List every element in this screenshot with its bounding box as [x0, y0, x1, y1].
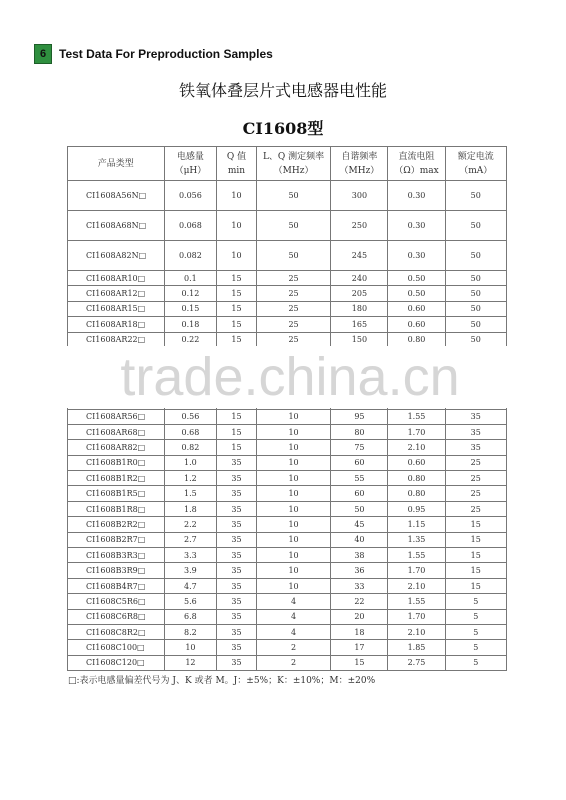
table-cell: 25 — [256, 317, 331, 332]
table-cell: 1.5 — [164, 486, 217, 501]
table-cell: 0.60 — [388, 317, 445, 332]
table-cell: 10 — [256, 440, 331, 455]
inductor-spec-table — [67, 146, 507, 671]
table-cell: 0.50 — [388, 286, 445, 301]
table-cell: 75 — [331, 440, 388, 455]
table-cell: CI1608AR56□ — [68, 409, 165, 424]
column-header — [164, 147, 217, 181]
table-cell: 60 — [331, 455, 388, 470]
table-cell: 35 — [217, 594, 257, 609]
table-cell: 0.30 — [388, 241, 445, 271]
table-cell: 4 — [256, 624, 331, 639]
table-cell: 25 — [445, 471, 507, 486]
table-cell: 35 — [217, 532, 257, 547]
table-cell: 25 — [256, 271, 331, 286]
table-cell: CI1608AR18□ — [68, 317, 165, 332]
table-cell: 15 — [445, 563, 507, 578]
table-cell: 10 — [256, 563, 331, 578]
table-cell: 0.30 — [388, 181, 445, 211]
table-row — [68, 640, 507, 655]
table-cell: 10 — [256, 455, 331, 470]
table-cell: 0.15 — [164, 301, 217, 316]
table-cell: 15 — [217, 286, 257, 301]
table-cell: 250 — [331, 211, 388, 241]
table-cell: 15 — [445, 517, 507, 532]
table-cell: 2.10 — [388, 624, 445, 639]
table-cell: 15 — [445, 548, 507, 563]
table-cell: 15 — [217, 440, 257, 455]
table-row — [68, 286, 507, 301]
table-cell: 1.55 — [388, 594, 445, 609]
table-cell: CI1608B2R7□ — [68, 532, 165, 547]
table-cell: 4 — [256, 609, 331, 624]
table-cell: 35 — [217, 501, 257, 516]
table-cell: 205 — [331, 286, 388, 301]
column-header-line: 直流电阻 — [398, 151, 435, 162]
table-cell: 1.2 — [164, 471, 217, 486]
table-cell: 55 — [331, 471, 388, 486]
table-cell: 3.9 — [164, 563, 217, 578]
table-row — [68, 471, 507, 486]
table-cell: 25 — [256, 332, 331, 347]
table-cell: 0.68 — [164, 424, 217, 439]
table-row — [68, 301, 507, 316]
table-cell: 35 — [217, 548, 257, 563]
table-cell: 2.75 — [388, 655, 445, 670]
table-cell: 45 — [331, 517, 388, 532]
table-body — [68, 181, 507, 671]
table-cell: 40 — [331, 532, 388, 547]
column-header-line: （μH） — [174, 165, 207, 176]
table-cell: 0.30 — [388, 211, 445, 241]
table-row — [68, 409, 507, 424]
table-cell: CI1608B3R9□ — [68, 563, 165, 578]
table-cell: 4 — [256, 594, 331, 609]
table-cell: 15 — [217, 409, 257, 424]
table-cell: 245 — [331, 241, 388, 271]
column-header — [217, 147, 257, 181]
table-cell: 0.82 — [164, 440, 217, 455]
table-cell: 10 — [217, 181, 257, 211]
table-row — [68, 501, 507, 516]
table-cell: CI1608AR82□ — [68, 440, 165, 455]
table-cell: CI1608B2R2□ — [68, 517, 165, 532]
table-row — [68, 548, 507, 563]
table-cell: 50 — [256, 241, 331, 271]
table-cell: 1.55 — [388, 548, 445, 563]
table-cell: 10 — [217, 211, 257, 241]
table-cell: 10 — [164, 640, 217, 655]
table-cell: 2.2 — [164, 517, 217, 532]
table-cell: 50 — [445, 332, 507, 347]
table-row — [68, 317, 507, 332]
table-cell: 35 — [217, 455, 257, 470]
table-cell: 0.082 — [164, 241, 217, 271]
table-cell: 1.35 — [388, 532, 445, 547]
table-cell: CI1608AR22□ — [68, 332, 165, 347]
column-header-line: （mA） — [459, 165, 493, 176]
table-cell: 35 — [217, 578, 257, 593]
table-cell: 35 — [445, 440, 507, 455]
table-cell: 10 — [256, 548, 331, 563]
table-cell: 33 — [331, 578, 388, 593]
table-cell: CI1608AR12□ — [68, 286, 165, 301]
table-cell: CI1608B1R0□ — [68, 455, 165, 470]
column-header-line: 额定电流 — [457, 151, 494, 162]
table-cell: 0.12 — [164, 286, 217, 301]
table-cell: 38 — [331, 548, 388, 563]
table-cell: 35 — [445, 409, 507, 424]
table-cell: 1.70 — [388, 609, 445, 624]
table-cell: 80 — [331, 424, 388, 439]
table-cell: 0.80 — [388, 471, 445, 486]
table-cell: 165 — [331, 317, 388, 332]
table-cell: CI1608AR15□ — [68, 301, 165, 316]
table-row — [68, 455, 507, 470]
table-cell: 35 — [217, 640, 257, 655]
column-header-line: （MHz） — [273, 165, 314, 176]
table-cell: 50 — [445, 317, 507, 332]
column-header — [256, 147, 331, 181]
column-header — [68, 147, 165, 181]
table-cell: 15 — [217, 332, 257, 347]
table-cell: 15 — [217, 301, 257, 316]
table-cell: CI1608B4R7□ — [68, 578, 165, 593]
table-row — [68, 241, 507, 271]
table-cell: CI1608A82N□ — [68, 241, 165, 271]
table-cell: 35 — [445, 424, 507, 439]
table-cell: 20 — [331, 609, 388, 624]
table-cell: 25 — [445, 501, 507, 516]
table-cell: 10 — [256, 501, 331, 516]
column-header-line: （MHz） — [339, 165, 380, 176]
table-cell: 3.3 — [164, 548, 217, 563]
table-cell: 50 — [445, 271, 507, 286]
table-cell: 50 — [256, 211, 331, 241]
table-cell: 1.8 — [164, 501, 217, 516]
table-header — [68, 147, 507, 181]
table-row — [68, 655, 507, 670]
table-cell: 0.18 — [164, 317, 217, 332]
table-cell: 0.1 — [164, 271, 217, 286]
table-cell: 240 — [331, 271, 388, 286]
table-cell: 8.2 — [164, 624, 217, 639]
table-row — [68, 594, 507, 609]
table-cell: 1.15 — [388, 517, 445, 532]
table-cell: 95 — [331, 409, 388, 424]
table-cell: 1.85 — [388, 640, 445, 655]
table-cell: 50 — [445, 286, 507, 301]
watermark — [30, 346, 550, 408]
table-cell: 0.56 — [164, 409, 217, 424]
table-cell: 17 — [331, 640, 388, 655]
table-cell: 35 — [217, 486, 257, 501]
table-row — [68, 211, 507, 241]
table-cell: 15 — [445, 578, 507, 593]
table-cell: 50 — [445, 301, 507, 316]
table-cell: 50 — [445, 241, 507, 271]
table-cell: 50 — [256, 181, 331, 211]
column-header-line: Q 值 — [226, 151, 247, 162]
table-cell: 0.60 — [388, 455, 445, 470]
table-cell: 25 — [445, 455, 507, 470]
table-row — [68, 424, 507, 439]
table-row — [68, 440, 507, 455]
table-cell: 1.0 — [164, 455, 217, 470]
table-cell: 5 — [445, 624, 507, 639]
table-cell: 50 — [445, 181, 507, 211]
table-cell: 10 — [256, 471, 331, 486]
table-cell: 5 — [445, 594, 507, 609]
table-cell: 15 — [217, 271, 257, 286]
table-cell: 180 — [331, 301, 388, 316]
table-cell: 0.22 — [164, 332, 217, 347]
table-cell: 10 — [256, 578, 331, 593]
table-row — [68, 563, 507, 578]
table-cell: 6.8 — [164, 609, 217, 624]
table-cell: CI1608B1R5□ — [68, 486, 165, 501]
table-row — [68, 181, 507, 211]
column-header-line: 产品类型 — [97, 158, 134, 169]
table-cell: 1.55 — [388, 409, 445, 424]
table-cell: 35 — [217, 563, 257, 578]
column-header — [445, 147, 507, 181]
table-cell: CI1608B1R8□ — [68, 501, 165, 516]
table-cell: 150 — [331, 332, 388, 347]
column-header — [331, 147, 388, 181]
table-cell: 15 — [445, 532, 507, 547]
table-cell: CI1608A56N□ — [68, 181, 165, 211]
table-cell: 35 — [217, 517, 257, 532]
table-row — [68, 624, 507, 639]
table-cell: CI1608AR68□ — [68, 424, 165, 439]
table-cell: 35 — [217, 609, 257, 624]
column-header-line: 电感量 — [176, 151, 204, 162]
table-cell: 25 — [445, 486, 507, 501]
table-cell: 18 — [331, 624, 388, 639]
column-header-line: L、Q 测定频率 — [262, 151, 325, 162]
table-cell: 25 — [256, 286, 331, 301]
table-cell: 50 — [445, 211, 507, 241]
table-row — [68, 532, 507, 547]
table-cell: 15 — [217, 317, 257, 332]
page-header — [34, 44, 273, 64]
table-cell: 60 — [331, 486, 388, 501]
table-cell: 1.70 — [388, 424, 445, 439]
table-cell: CI1608C100□ — [68, 640, 165, 655]
table-row — [68, 271, 507, 286]
table-cell: CI1608C5R6□ — [68, 594, 165, 609]
column-header — [388, 147, 445, 181]
watermark-text: trade.china.cn — [120, 347, 460, 407]
table-row — [68, 486, 507, 501]
table-cell: 15 — [331, 655, 388, 670]
table-cell: 4.7 — [164, 578, 217, 593]
table-cell: 300 — [331, 181, 388, 211]
table-cell: 35 — [217, 471, 257, 486]
table-cell: 35 — [217, 624, 257, 639]
table-row — [68, 609, 507, 624]
footnote: □:表示电感量偏差代号为 J、K 或者 M。J：±5%；K：±10%；M：±20% — [68, 676, 376, 686]
column-header-line: min — [227, 165, 246, 176]
column-header-line: （Ω）max — [394, 165, 439, 176]
table-cell: 10 — [256, 409, 331, 424]
table-cell: CI1608C8R2□ — [68, 624, 165, 639]
table-cell: CI1608AR10□ — [68, 271, 165, 286]
table-row — [68, 517, 507, 532]
column-header-line: 自谐频率 — [341, 151, 378, 162]
table-cell: 10 — [217, 241, 257, 271]
table-cell: 10 — [256, 486, 331, 501]
table-cell: CI1608B3R3□ — [68, 548, 165, 563]
document-title: 铁氧体叠层片式电感器电性能 — [178, 81, 387, 100]
table-cell: 0.95 — [388, 501, 445, 516]
table-cell: 5 — [445, 640, 507, 655]
table-cell: 50 — [331, 501, 388, 516]
table-cell: 2 — [256, 640, 331, 655]
table-cell: 0.056 — [164, 181, 217, 211]
table-cell: 10 — [256, 517, 331, 532]
table-cell: 22 — [331, 594, 388, 609]
table-cell: 15 — [217, 424, 257, 439]
table-cell: CI1608C6R8□ — [68, 609, 165, 624]
table-cell: CI1608A68N□ — [68, 211, 165, 241]
table-cell: 2.10 — [388, 578, 445, 593]
table-cell: 0.50 — [388, 271, 445, 286]
document-subtitle: CI1608型 — [242, 119, 324, 138]
table-cell: CI1608C120□ — [68, 655, 165, 670]
table-cell: 12 — [164, 655, 217, 670]
table-cell: 0.80 — [388, 332, 445, 347]
table-cell: 25 — [256, 301, 331, 316]
table-cell: 0.60 — [388, 301, 445, 316]
table-cell: 5 — [445, 609, 507, 624]
table-cell: 5 — [445, 655, 507, 670]
table-cell: 2.10 — [388, 440, 445, 455]
table-header-row — [68, 147, 507, 181]
table-cell: 2.7 — [164, 532, 217, 547]
table-cell: 0.80 — [388, 486, 445, 501]
table-cell: 35 — [217, 655, 257, 670]
table-cell: 2 — [256, 655, 331, 670]
table-cell: 10 — [256, 532, 331, 547]
table-cell: 1.70 — [388, 563, 445, 578]
table-cell: 5.6 — [164, 594, 217, 609]
table-cell: 36 — [331, 563, 388, 578]
header-text: Test Data For Preproduction Samples — [59, 47, 273, 61]
table-row — [68, 578, 507, 593]
page-number-badge: 6 — [34, 44, 52, 64]
table-cell: 10 — [256, 424, 331, 439]
table-cell: CI1608B1R2□ — [68, 471, 165, 486]
table-cell: 0.068 — [164, 211, 217, 241]
